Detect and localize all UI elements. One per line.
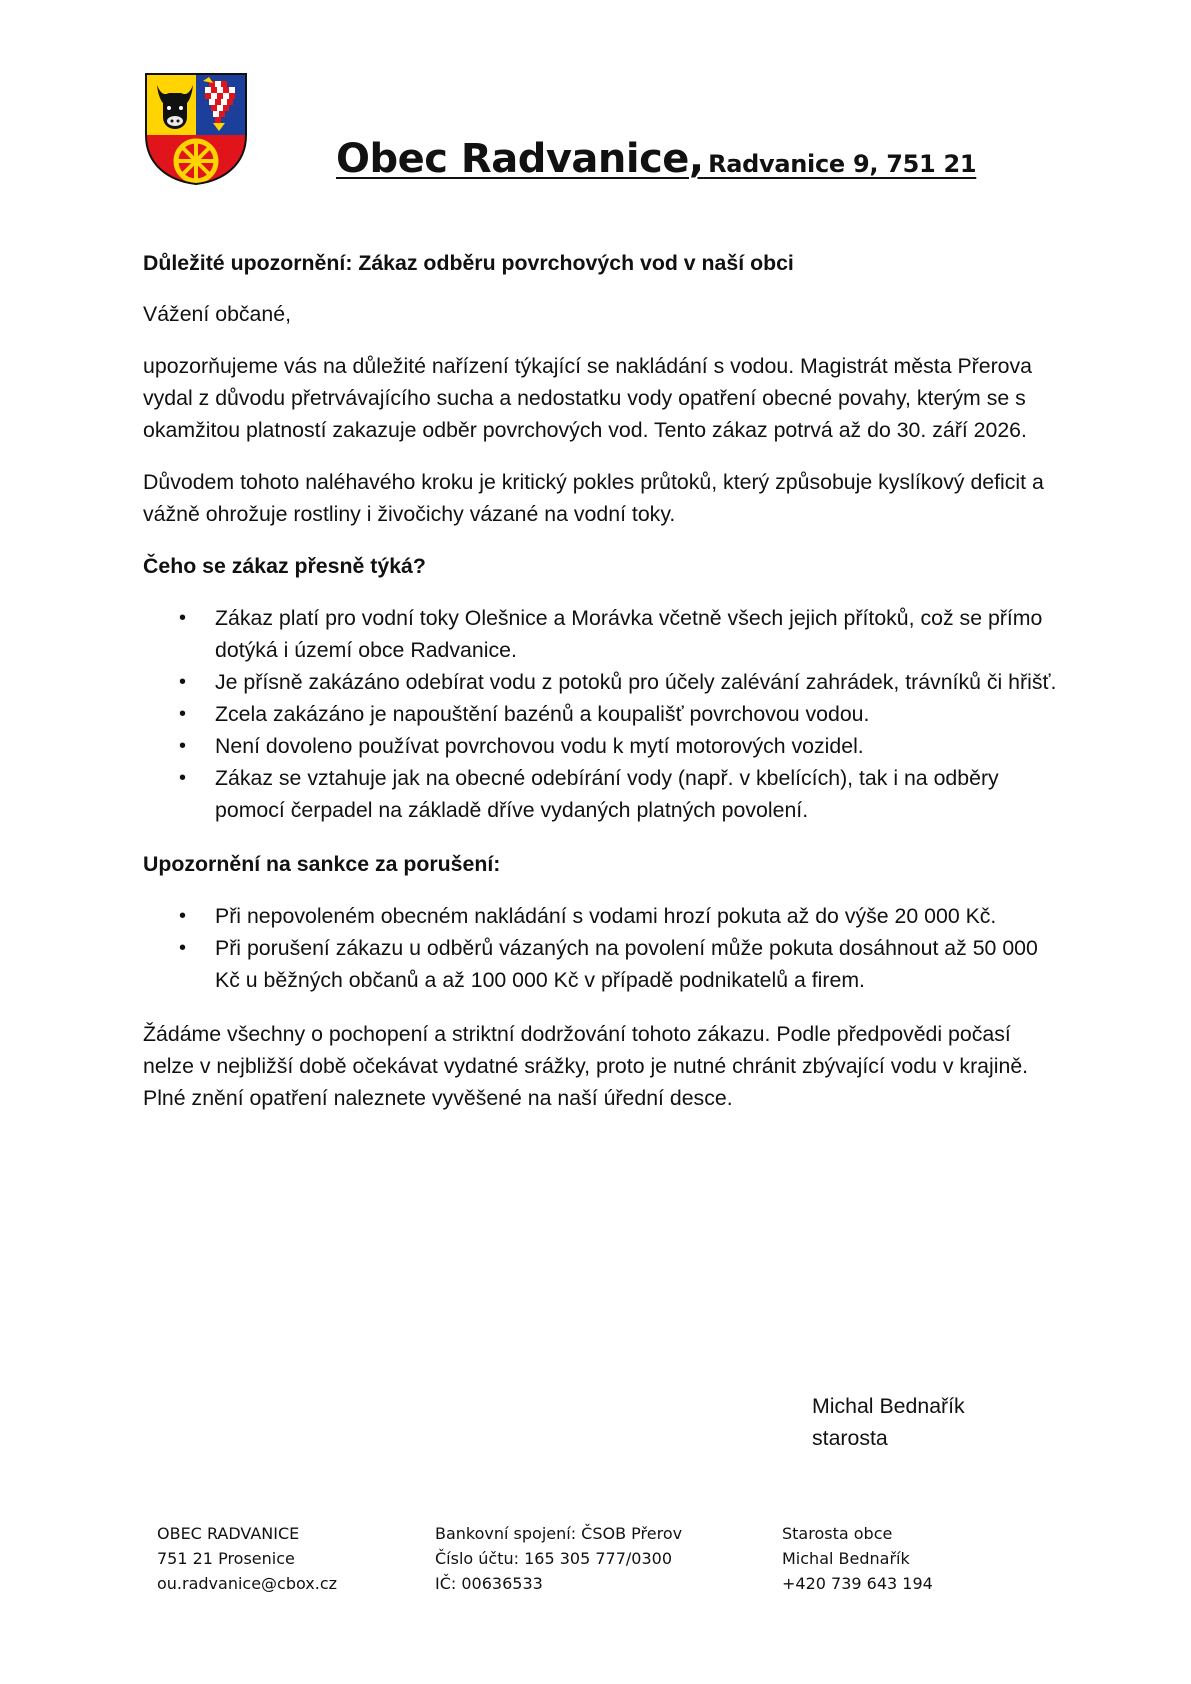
scope-heading: Čeho se zákaz přesně týká?: [143, 554, 426, 578]
municipality-address: Radvanice 9, 751 21: [708, 150, 977, 178]
letterhead-title: [336, 136, 976, 182]
footer-address: [157, 1521, 337, 1596]
sanctions-heading: Upozornění na sankce za porušení:: [143, 852, 501, 876]
scope-list: [143, 602, 1063, 826]
footer-mayor: [782, 1521, 933, 1596]
list-item: • Zcela zakázáno je napouštění bazénů a koupališť povrchovou vodou.: [143, 698, 1063, 730]
coat-of-arms-logo: [143, 71, 249, 187]
greeting: Vážení občané,: [143, 302, 292, 326]
list-item: • Při porušení zákazu u odběrů vázaných na povolení může pokuta dosáhnout až 50 000 Kč u běžných občanů a až 100 000 Kč v případě podnikatelů a firem.: [143, 932, 1063, 996]
footer-bank: [435, 1521, 682, 1596]
paragraph-reason: Důvodem tohoto naléhavého kroku je kritický pokles průtoků, který způsobuje kyslíkový deficit a vážně ohrožuje rostliny i živočichy vázané na vodní toky.: [143, 470, 1044, 526]
footer-org-name: OBEC RADVANICE: [157, 1524, 300, 1543]
closing-paragraph: Žádáme všechny o pochopení a striktní dodržování tohoto zákazu. Podle předpovědi počasí nelze v nejbližší době očekávat vydatné srážky, proto je nutné chránit zbývající vodu v krajině. Plné znění opatření naleznete vyvěšené na naší úřední desce.: [143, 1022, 1029, 1110]
footer-mayor-title: Starosta obce: [782, 1524, 893, 1543]
footer-bank-name: Bankovní spojení: ČSOB Přerov: [435, 1524, 683, 1543]
list-item: • Zákaz se vztahuje jak na obecné odebírání vody (např. v kbelících), tak i na odběry pomocí čerpadel na základě dříve vydaných platných povolení.: [143, 762, 1063, 826]
signatory-name: Michal Bednařík: [812, 1394, 965, 1418]
footer-email: ou.radvanice@cbox.cz: [157, 1574, 338, 1593]
footer-ico: IČ: 00636533: [435, 1574, 543, 1593]
list-item: • Při nepovoleném obecném nakládání s vodami hrozí pokuta až do výše 20 000 Kč.: [143, 900, 1063, 932]
list-item: • Není dovoleno používat povrchovou vodu k mytí motorových vozidel.: [143, 730, 1063, 762]
signature-block: [812, 1390, 965, 1454]
sanctions-list: [143, 900, 1063, 996]
footer-mayor-name: Michal Bednařík: [782, 1549, 910, 1568]
list-item: • Zákaz platí pro vodní toky Olešnice a Morávka včetně všech jejich přítoků, což se přímo dotýká i území obce Radvanice.: [143, 602, 1063, 666]
footer-postal: 751 21 Prosenice: [157, 1549, 295, 1568]
paragraph-intro: upozorňujeme vás na důležité nařízení týkající se nakládání s vodou. Magistrát města Přerova vydal z důvodu přetrvávajícího sucha a nedostatku vody opatření obecné povahy, kterým se s okamžitou platností zakazuje odběr povrchových vod. Tento zákaz potrvá až do 30. září 2026.: [143, 354, 1033, 442]
signatory-role: starosta: [812, 1426, 888, 1450]
notice-heading: Důležité upozornění: Zákaz odběru povrchových vod v naší obci: [143, 251, 794, 275]
notice-body: [143, 247, 1063, 1134]
municipality-name: Obec Radvanice,: [336, 136, 704, 182]
list-item: • Je přísně zakázáno odebírat vodu z potoků pro účely zalévání zahrádek, trávníků či hřišť.: [143, 666, 1063, 698]
footer-account: Číslo účtu: 165 305 777/0300: [435, 1549, 672, 1568]
footer-phone: +420 739 643 194: [782, 1574, 933, 1593]
